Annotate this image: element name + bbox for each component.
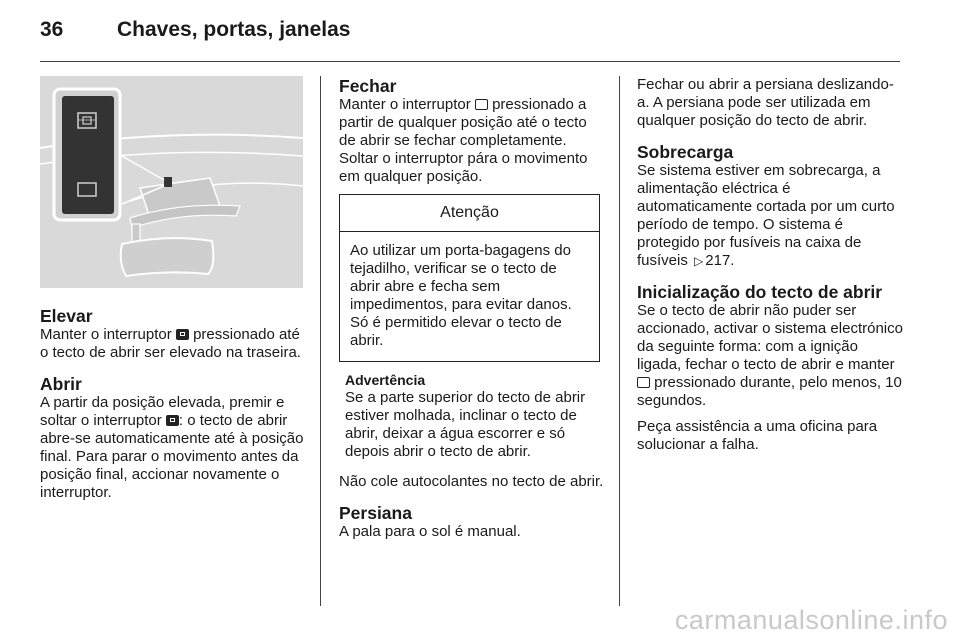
text-persiana-cont: Fechar ou abrir a persiana deslizando-a. A persiana pode ser utilizada em qualquer posição do tecto de abrir. — [637, 76, 894, 129]
column-3 — [637, 76, 903, 454]
column-1 — [40, 76, 304, 502]
text-elevar: Manter o interruptor pressionado até o tecto de abrir ser elevado na traseira. — [40, 326, 301, 361]
heading-abrir: Abrir — [40, 374, 82, 394]
tilt-switch-icon — [166, 415, 179, 426]
text-stickers: Não cole autocolantes no tecto de abrir. — [339, 473, 604, 490]
header-rule — [40, 61, 900, 62]
column-divider-2 — [619, 76, 620, 606]
text-inicializacao-2: Peça assistência a uma oficina para solucionar a falha. — [637, 418, 878, 453]
heading-elevar: Elevar — [40, 306, 93, 326]
text-inicializacao: Se o tecto de abrir não puder ser accionado, activar o sistema electrónico da seguinte forma: com a ignição ligada, fechar o tecto de abrir e manter pressionado durante, pelo menos, 10 segundos. — [637, 302, 903, 409]
page-number: 36 — [40, 18, 64, 41]
warning-note — [339, 372, 604, 461]
sunroof-switch-illustration — [40, 76, 303, 288]
page-title: Chaves, portas, janelas — [117, 18, 351, 41]
caution-body: Ao utilizar um porta-bagagens do tejadilho, verificar se o tecto de abrir abre e fecha sem impedimentos, para evitar danos. Só é permitido elevar o tecto de abrir. — [350, 242, 572, 349]
heading-sobrecarga: Sobrecarga — [637, 142, 734, 162]
caution-title: Atenção — [340, 195, 599, 232]
text-sobrecarga: Se sistema estiver em sobrecarga, a alimentação eléctrica é automaticamente cortada por um curto período de tempo. O sistema é protegido por fusíveis na caixa de fusíveis ▷ 217. — [637, 162, 895, 269]
watermark: carmanualsonline.info — [674, 605, 948, 635]
column-2 — [339, 76, 604, 541]
warning-body: Se a parte superior do tecto de abrir estiver molhada, inclinar o tecto de abrir, deixar a água escorrer e só depois abrir o tecto de abrir. — [345, 389, 586, 460]
page-reference-link[interactable]: 217. — [705, 252, 735, 269]
section-elevar — [40, 306, 304, 362]
warning-title: Advertência — [345, 372, 426, 388]
section-persiana — [339, 503, 604, 541]
page-reference-arrow-icon: ▷ — [694, 254, 704, 268]
caution-box — [339, 194, 600, 362]
close-switch-icon — [475, 99, 488, 110]
tilt-switch-icon — [176, 329, 189, 340]
heading-inicializacao: Inicialização do tecto de abrir — [637, 282, 883, 302]
heading-fechar: Fechar — [339, 76, 397, 96]
section-inicializacao — [637, 282, 903, 454]
text-fechar: Manter o interruptor pressionado a partir de qualquer posição até o tecto de abrir se fechar completamente. Soltar o interruptor pára o movimento em qualquer posição. — [339, 96, 588, 185]
close-switch-icon — [637, 377, 650, 388]
section-fechar — [339, 76, 604, 186]
text-persiana: A pala para o sol é manual. — [339, 523, 521, 540]
heading-persiana: Persiana — [339, 503, 412, 523]
section-abrir — [40, 374, 304, 502]
text-abrir: A partir da posição elevada, premir e soltar o interruptor : o tecto de abrir abre-se automaticamente até à posição final. Para parar o movimento antes da posição final, accionar novamente o interruptor. — [40, 394, 304, 501]
column-divider-1 — [320, 76, 321, 606]
section-sobrecarga — [637, 142, 903, 270]
